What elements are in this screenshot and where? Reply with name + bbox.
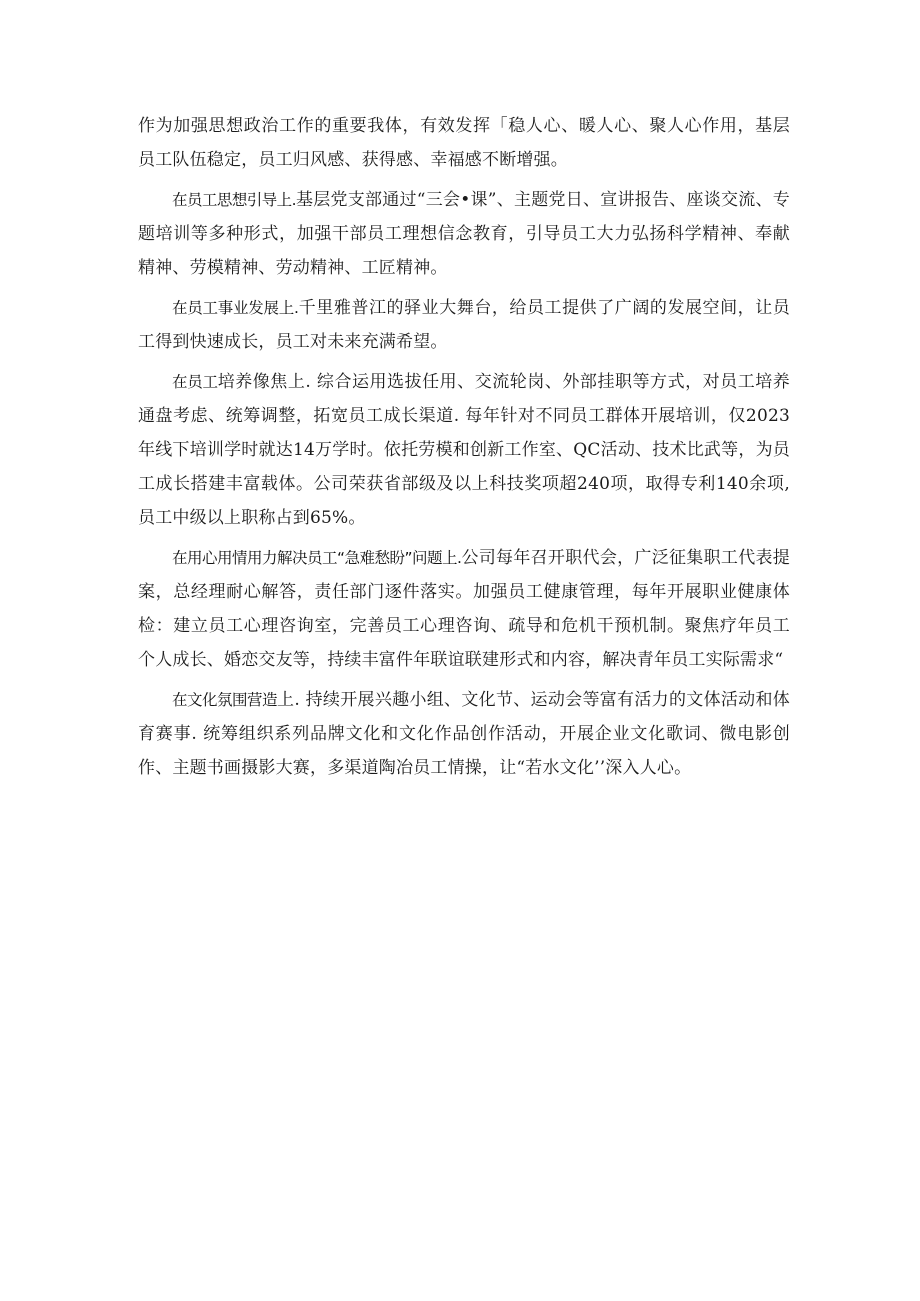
- paragraph-lead: 在员工: [172, 373, 218, 391]
- paragraph-text: 基层党支部通过“三会•课”、主题党日、宣讲报告、座谈交流、专题培训等多种形式，加强干部员工理想信念教育，引导员工大力弘扬科学精神、奉献精神、劳模精神、劳动精神、工匠精神。: [138, 190, 790, 278]
- paragraph-lead: 在文化氛围营造: [172, 691, 278, 709]
- paragraph-text: 培养像焦上. 综合运用选拔任用、交流轮岗、外部挂职等方式，对员工培养通盘考虑、统筹调整，拓宽员工成长渠道. 每年针对不同员工群体开展培训，仅2023年线下培训学时就达14万学时。依托劳模和创新工作室、QC活动、技术比武等，为员工成长搭建丰富载体。公司荣获省部级及以上科技奖项超240项，取得专利140余项, 员工中级以上职称占到65%。: [138, 372, 790, 528]
- document-body: [138, 109, 790, 791]
- paragraph-lead: 在员工事业发展上.: [172, 299, 299, 317]
- paragraph-training-focus: [138, 365, 790, 535]
- paragraph-employee-concerns: [138, 541, 790, 677]
- paragraph-text: 上. 持续开展兴趣小组、文化节、运动会等富有活力的文体活动和体育赛事. 统筹组织系列品牌文化和文化作品创作活动，开展企业文化歌词、微电影创作、主题书画摄影大赛，多渠道陶冶员工情操，让“若水文化’’深入人心。: [138, 690, 790, 778]
- paragraph-text: 公司每年召开职代会，广泛征集职工代表提案，总经理耐心解答，责任部门逐件落实。加强员工健康管理，每年开展职业健康体检：建立员工心理咨询室，完善员工心理咨询、疏导和危机干预机制。聚焦疗年员工个人成长、婚恋交友等，持续丰富件年联谊联建形式和内容，解决青年员工实际需求“: [138, 548, 790, 670]
- paragraph-text: 千里雅普江的驿业大舞台，给员工提供了广阔的发展空间，让员工得到快速成长，员工对未来充满希望。: [138, 298, 790, 352]
- paragraph-text: 作为加强思想政治工作的重要我体，有效发挥「稳人心、暖人心、聚人心作用，基层员工队伍稳定，员工归风感、获得感、幸福感不断增强。: [138, 116, 790, 170]
- paragraph-lead: 在用心用情用力解决员工“急难愁盼”问题上.: [172, 549, 462, 567]
- paragraph-thought-guidance: [138, 183, 790, 285]
- paragraph-intro: [138, 109, 790, 177]
- paragraph-lead: 在员工思想引导上.: [172, 191, 296, 209]
- paragraph-culture-atmosphere: [138, 683, 790, 785]
- paragraph-career-development: [138, 291, 790, 359]
